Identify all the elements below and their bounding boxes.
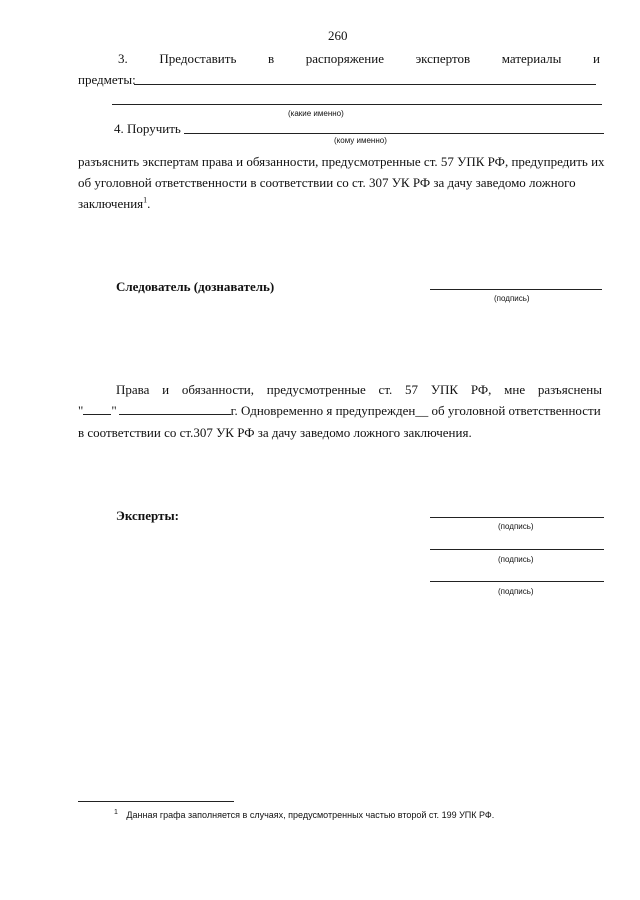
item3-fill-line-1[interactable] [134,84,596,85]
expert-signature-line-2[interactable] [430,549,604,550]
item3-word: в [267,51,275,66]
footnote-mark: 1 [114,809,118,816]
rights-word: мне [504,382,526,397]
investigator-signature-caption: (подпись) [494,294,530,303]
item4-text-line1: разъяснить экспертам права и обязанности, предусмотренные ст. 57 УПК РФ, предупредить их [78,154,605,169]
rights-line3: в соответствии со ст.307 УК РФ за дачу заведомо ложного заключения. [78,425,472,440]
footnote-ref: 1 [143,195,148,205]
experts-label: Эксперты: [116,508,179,523]
rights-word: предусмотренные [266,382,366,397]
rights-word: Права [116,382,150,397]
footnote-separator [78,801,234,802]
item4-fill-line[interactable] [184,133,604,134]
expert-signature-line-3[interactable] [430,581,604,582]
investigator-label: Следователь (дознаватель) [116,279,275,294]
item3-line [118,51,600,67]
expert-signature-caption-1: (подпись) [498,522,534,531]
date-month-blank[interactable] [119,404,231,415]
item3-word: и [592,51,600,66]
item4-text-line2: об уголовной ответственности в соответствии со ст. 307 УК РФ за дачу заведомо ложного [78,175,576,190]
rights-word: 57 [405,382,419,397]
expert-signature-line-1[interactable] [430,517,604,518]
rights-word: ст. [378,382,393,397]
item4-caption: (кому именно) [334,136,387,145]
expert-signature-caption-2: (подпись) [498,555,534,564]
rights-word: и [162,382,170,397]
item3-word: Предоставить [159,51,237,66]
item3-word: 3. [118,51,128,66]
footnote-text: Данная графа заполняется в случаях, предусмотренных частью второй ст. 199 УПК РФ. [126,810,495,820]
rights-word: обязанности, [181,382,254,397]
item3-objects-label: предметы: [78,72,136,87]
rights-word: РФ, [470,382,492,397]
footnote [114,810,494,820]
date-day-blank[interactable] [83,404,111,415]
item4-text-line3: заключения$^1$. [78,195,151,211]
page-number: 260 [328,28,348,43]
item3-fill-line-2[interactable] [112,104,602,105]
item3-word: материалы [501,51,562,66]
investigator-signature-line[interactable] [430,289,602,290]
rights-line2: " " г. Одновременно я предупрежден__ об уголовной ответственности [78,403,601,418]
item4-label: 4. Поручить [114,121,181,136]
item3-word: распоряжение [305,51,384,66]
rights-line1 [116,382,602,398]
rights-word: разъяснены [537,382,602,397]
expert-signature-caption-3: (подпись) [498,587,534,596]
item3-caption: (какие именно) [288,109,344,118]
item3-word: экспертов [415,51,471,66]
rights-word: УПК [430,382,459,397]
